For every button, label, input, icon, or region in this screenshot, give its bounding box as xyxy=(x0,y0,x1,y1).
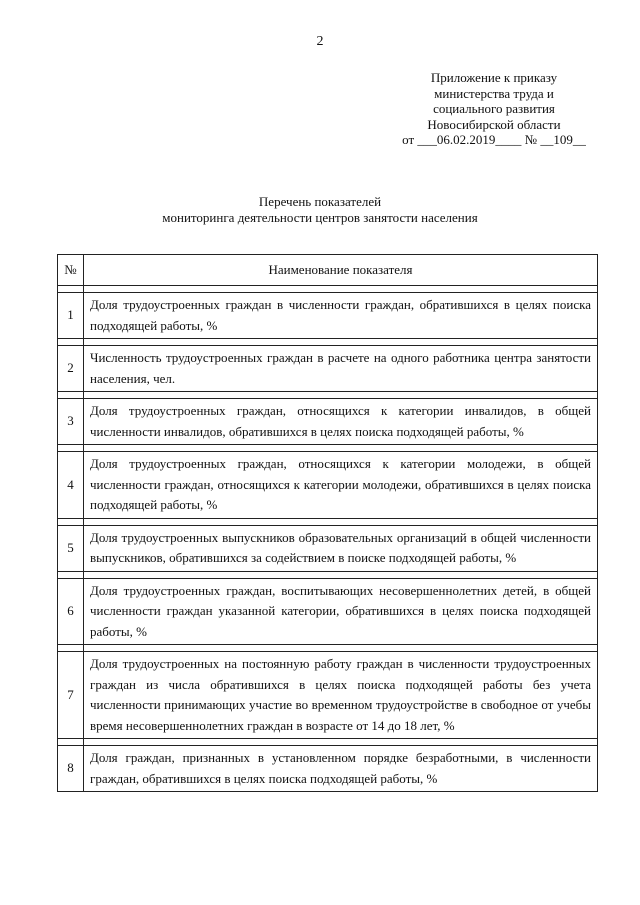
header-number: № xyxy=(58,255,84,286)
row-spacer xyxy=(58,571,598,578)
spacer-cell xyxy=(84,339,598,346)
row-spacer xyxy=(58,739,598,746)
spacer-cell xyxy=(58,571,84,578)
row-spacer xyxy=(58,518,598,525)
spacer-cell xyxy=(58,392,84,399)
row-spacer xyxy=(58,339,598,346)
indicator-name: Доля трудоустроенных выпускников образовательных организаций в общей численности выпускников, обратившихся за содействием в поиске подходящей работы, % xyxy=(84,525,598,571)
table-row xyxy=(58,346,598,392)
header-indicator-name: Наименование показателя xyxy=(84,255,598,286)
spacer-cell xyxy=(58,339,84,346)
appendix-line: социального развития xyxy=(433,101,555,116)
spacer-cell xyxy=(84,645,598,652)
title-line: мониторинга деятельности центров занятости населения xyxy=(162,209,478,225)
row-number: 1 xyxy=(58,293,84,339)
indicator-name: Доля трудоустроенных граждан, воспитывающих несовершеннолетних детей, в общей численности граждан указанной категории, обратившихся в целях поиска подходящей работы, % xyxy=(84,578,598,645)
spacer-cell xyxy=(58,739,84,746)
spacer-cell xyxy=(58,518,84,525)
indicator-name: Доля трудоустроенных граждан в численности граждан, обратившихся в целях поиска подходящей работы, % xyxy=(84,293,598,339)
document-title xyxy=(0,194,640,225)
table-row xyxy=(58,578,598,645)
indicator-name: Доля трудоустроенных на постоянную работу граждан в численности трудоустроенных граждан из числа обратившихся в целях поиска подходящей работы без учета численности принимающих участие во временном трудоустройстве в свободное от учебы время несовершеннолетних граждан в возрасте от 14 до 18 лет, % xyxy=(84,652,598,739)
row-number: 5 xyxy=(58,525,84,571)
row-number: 7 xyxy=(58,652,84,739)
row-number: 3 xyxy=(58,399,84,445)
spacer-cell xyxy=(84,286,598,293)
table-header-row xyxy=(58,255,598,286)
spacer-cell xyxy=(84,739,598,746)
spacer-cell xyxy=(58,286,84,293)
spacer-cell xyxy=(84,445,598,452)
appendix-line: Новосибирской области xyxy=(427,116,561,132)
title-line: Перечень показателей xyxy=(258,194,382,209)
row-spacer xyxy=(58,286,598,293)
table-row xyxy=(58,525,598,571)
spacer-cell xyxy=(84,518,598,525)
row-number: 2 xyxy=(58,346,84,392)
spacer-cell xyxy=(84,392,598,399)
table-row xyxy=(58,452,598,519)
row-number: 4 xyxy=(58,452,84,519)
appendix-line: министерства труда и xyxy=(434,85,554,101)
indicator-name: Численность трудоустроенных граждан в расчете на одного работника центра занятости населения, чел. xyxy=(84,346,598,392)
indicator-name: Доля трудоустроенных граждан, относящихся к категории молодежи, в общей численности граждан, относящихся к категории молодежи, обратившихся в целях поиска подходящей работы, % xyxy=(84,452,598,519)
row-number: 6 xyxy=(58,578,84,645)
table-row xyxy=(58,652,598,739)
row-spacer xyxy=(58,392,598,399)
appendix-line: Приложение к приказу xyxy=(430,70,558,85)
row-spacer xyxy=(58,445,598,452)
row-spacer xyxy=(58,645,598,652)
table-row xyxy=(58,399,598,445)
spacer-cell xyxy=(58,445,84,452)
row-number: 8 xyxy=(58,746,84,792)
appendix-order-line: от ___06.02.2019____ № __109__ xyxy=(402,132,586,147)
page-number: 2 xyxy=(316,34,324,49)
appendix-block xyxy=(374,70,614,148)
table-row xyxy=(58,293,598,339)
indicator-name: Доля трудоустроенных граждан, относящихся к категории инвалидов, в общей численности инвалидов, обратившихся в целях поиска подходящей работы, % xyxy=(84,399,598,445)
spacer-cell xyxy=(84,571,598,578)
indicator-name: Доля граждан, признанных в установленном порядке безработными, в численности граждан, обратившихся в целях поиска подходящей работы, % xyxy=(84,746,598,792)
spacer-cell xyxy=(58,645,84,652)
indicators-table xyxy=(57,254,598,792)
table-row xyxy=(58,746,598,792)
